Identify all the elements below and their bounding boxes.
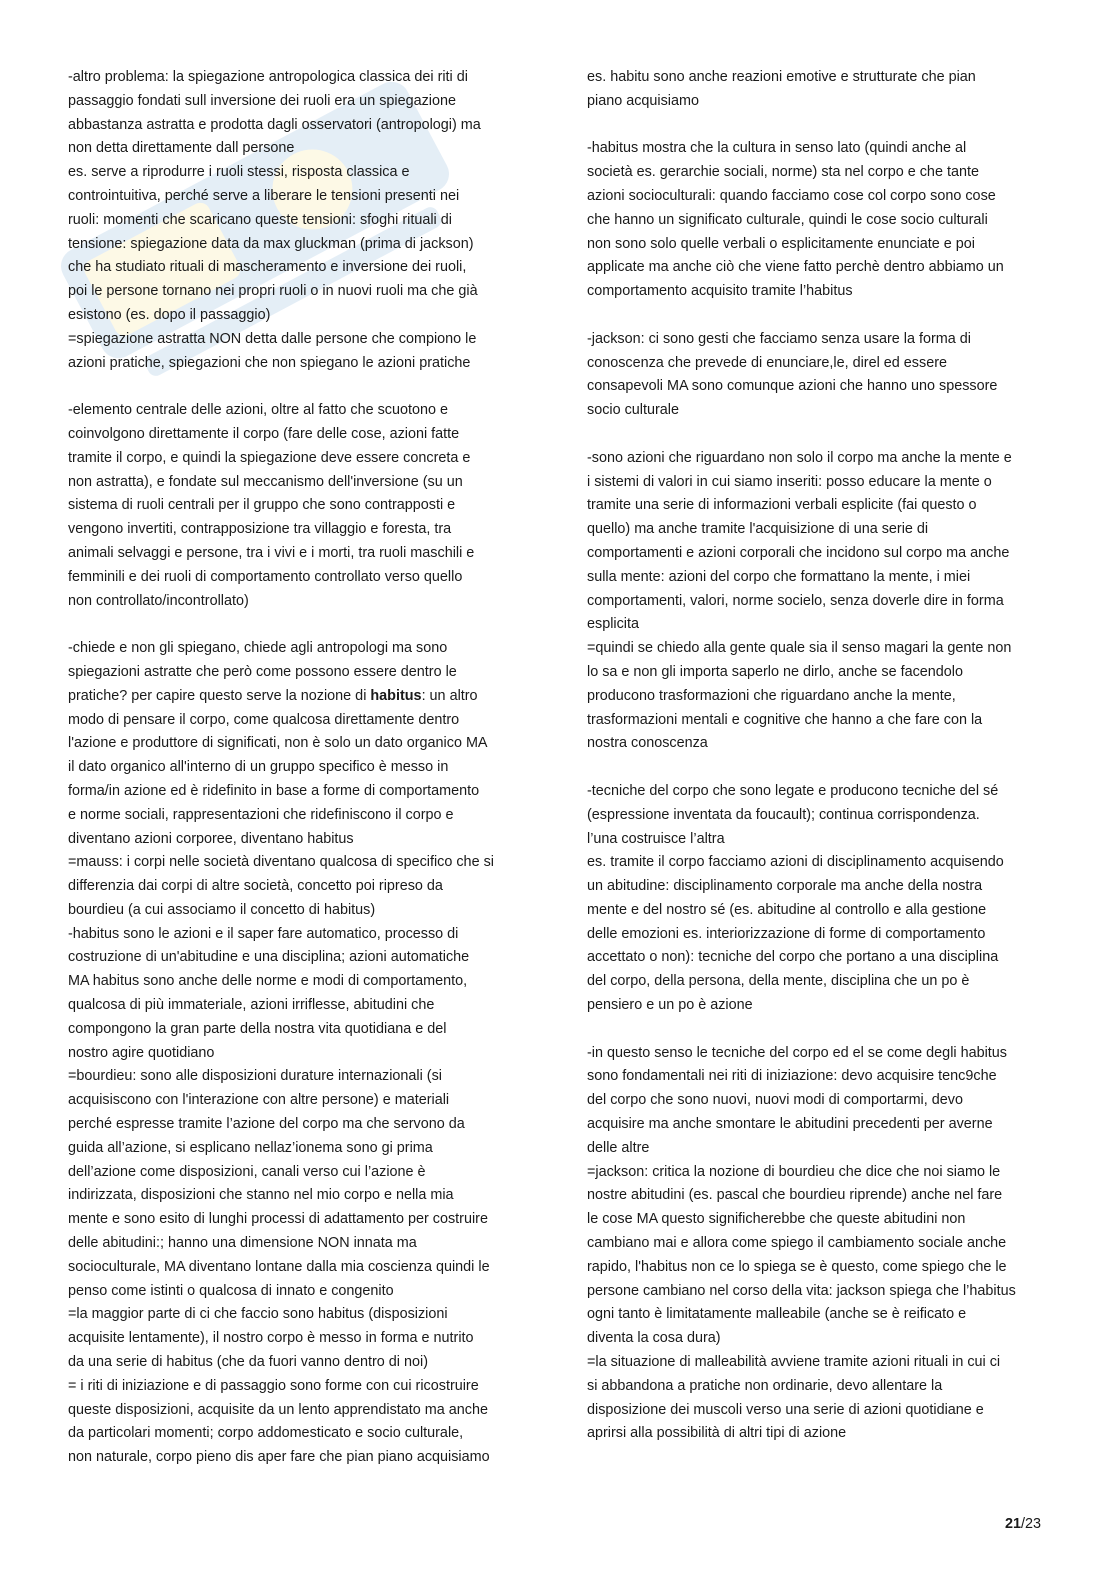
text-line xyxy=(587,1089,1057,1113)
text-line xyxy=(68,1042,536,1066)
line-text: nostro agire quotidiano xyxy=(68,1044,215,1061)
text-line xyxy=(587,851,1057,875)
text-line xyxy=(587,1399,1057,1423)
line-text: ruoli: momenti che scaricano queste tensioni: sfoghi rituali di xyxy=(68,211,452,228)
line-text: -jackson: ci sono gesti che facciamo senza usare la forma di xyxy=(587,330,971,347)
line-text: consapevoli MA sono comunque azioni che hanno uno spessore xyxy=(587,378,998,395)
line-text: bourdieu (a cui associamo il concetto di habitus) xyxy=(68,901,376,918)
line-text: -habitus sono le azioni e il saper fare automatico, processo di xyxy=(68,925,459,942)
text-line xyxy=(68,423,536,447)
line-text: diventa la cosa dura) xyxy=(587,1330,721,1347)
line-text: costruzione di un'abitudine e una disciplina; azioni automatiche xyxy=(68,949,470,966)
text-line xyxy=(68,1232,536,1256)
text-line xyxy=(587,90,1057,114)
text-line xyxy=(68,970,536,994)
text-line xyxy=(587,233,1057,257)
line-text: delle abitudini:; hanno una dimensione NON innata ma xyxy=(68,1235,417,1252)
line-text: -tecniche del corpo che sono legate e producono tecniche del sé xyxy=(587,782,999,799)
text-line xyxy=(587,209,1057,233)
text-line xyxy=(68,233,536,257)
line-text: compongono la gran parte della nostra vita quotidiana e del xyxy=(68,1020,447,1037)
line-text: esistono (es. dopo il passaggio) xyxy=(68,306,271,323)
text-line xyxy=(68,494,536,518)
line-text: sono fondamentali nei riti di iniziazione: devo acquisire tenc9che xyxy=(587,1068,997,1085)
line-text: -altro problema: la spiegazione antropologica classica dei riti di xyxy=(68,69,468,85)
text-line xyxy=(587,494,1057,518)
text-line xyxy=(587,923,1057,947)
line-text: es. serve a riprodurre i ruoli stessi, risposta classica e xyxy=(68,164,410,181)
text-line xyxy=(587,1280,1057,1304)
text-line xyxy=(68,1375,536,1399)
text-line xyxy=(587,1137,1057,1161)
line-text: abbastanza astratta e prodotta dagli osservatori (antropologi) ma xyxy=(68,116,481,133)
line-text: mente e sono esito di lunghi processi di adattamento per costruire xyxy=(68,1211,488,1228)
text-line xyxy=(68,399,536,423)
line-text: qualcosa di più immateriale, azioni irriflesse, abitudini che xyxy=(68,997,435,1014)
line-text: esplicita xyxy=(587,616,639,633)
text-line xyxy=(68,209,536,233)
line-text: da una serie di habitus (che da fuori vanno dentro di noi) xyxy=(68,1354,428,1371)
line-text: non controllato/incontrollato) xyxy=(68,592,249,609)
line-text: quello) ma anche tramite l'acquisizione di una serie di xyxy=(587,521,929,538)
line-text: =quindi se chiedo alla gente quale sia il senso magari la gente non xyxy=(587,640,1012,657)
text-line xyxy=(587,613,1057,637)
page-separator: / xyxy=(1020,1516,1025,1532)
line-text: disposizione dei muscoli verso una serie di azioni quotidiane e xyxy=(587,1401,984,1418)
text-line xyxy=(587,875,1057,899)
line-text: società es. gerarchie sociali, norme) sta nel corpo e che tante xyxy=(587,164,979,181)
text-line xyxy=(68,518,536,542)
text-line xyxy=(68,899,536,923)
line-text: pratiche? per capire questo serve la nozione di xyxy=(68,687,371,704)
text-line xyxy=(68,304,536,328)
line-text: animali selvaggi e persone, tra i vivi e i morti, tra ruoli maschili e xyxy=(68,544,475,561)
text-line xyxy=(68,756,536,780)
text-line xyxy=(68,542,536,566)
line-text: accettato o non): tecniche del corpo che portano a una disciplina xyxy=(587,949,999,966)
text-line xyxy=(587,471,1057,495)
text-line xyxy=(68,566,536,590)
line-text: piano acquisiamo xyxy=(587,92,699,109)
line-text: = i riti di iniziazione e di passaggio sono forme con cui ricostruire xyxy=(68,1377,479,1394)
text-line xyxy=(68,1446,536,1470)
text-line xyxy=(587,566,1057,590)
line-text: lo sa e non gli importa saperlo ne dirlo, anche se facendolo xyxy=(587,663,963,680)
text-line xyxy=(68,1399,536,1423)
text-line xyxy=(68,328,536,352)
text-line xyxy=(68,471,536,495)
line-text: coinvolgono direttamente il corpo (fare delle cose, azioni fatte xyxy=(68,425,460,442)
text-line xyxy=(68,137,536,161)
text-line xyxy=(68,590,536,614)
text-line xyxy=(587,899,1057,923)
line-text: (espressione inventata da foucault); continua corrispondenza. xyxy=(587,806,980,823)
line-text: socio culturale xyxy=(587,402,679,419)
line-text: azioni pratiche, spiegazioni che non spiegano le azioni pratiche xyxy=(68,354,471,371)
line-text: controintuitiva, perché serve a liberare le tensioni presenti nei xyxy=(68,187,460,204)
line-text: es. habitu sono anche reazioni emotive e strutturate che pian xyxy=(587,69,976,85)
text-line xyxy=(68,1256,536,1280)
line-text: non astratta), e fondate sul meccanismo dell'inversione (su un xyxy=(68,473,463,490)
text-line xyxy=(587,1065,1057,1089)
line-text: da particolari momenti; corpo addomesticato e socio culturale, xyxy=(68,1425,464,1442)
text-line xyxy=(587,1375,1057,1399)
line-text: dell’azione come disposizioni, canali verso cui l’azione è xyxy=(68,1163,426,1180)
text-line xyxy=(587,256,1057,280)
text-line xyxy=(587,399,1057,423)
text-line xyxy=(68,1208,536,1232)
line-text: azioni socioculturali: quando facciamo cose col corpo sono cose xyxy=(587,187,996,204)
line-text: -in questo senso le tecniche del corpo ed el se come degli habitus xyxy=(587,1044,1007,1061)
line-text-after-bold: : un altro xyxy=(421,687,478,704)
text-line xyxy=(587,709,1057,733)
left-column xyxy=(68,66,536,1494)
text-line xyxy=(68,1161,536,1185)
text-line xyxy=(587,780,1057,804)
line-text: del corpo che sono nuovi, nuovi modi di comportarmi, devo xyxy=(587,1092,963,1109)
paragraph xyxy=(587,780,1057,1018)
text-line xyxy=(68,685,536,709)
text-line xyxy=(68,1422,536,1446)
line-text: persone cambiano nel corso della vita: jackson spiega che l’habitus xyxy=(587,1282,1016,1299)
line-text: tensione: spiegazione data da max gluckman (prima di jackson) xyxy=(68,235,474,252)
line-text: socioculturale, MA diventano lontane dalla mia coscienza quindi le xyxy=(68,1258,490,1275)
line-text: acquisire ma anche smontare le abitudini precedenti per averne xyxy=(587,1116,993,1133)
line-text: tramite una serie di informazioni verbali esplicite (fai questo o xyxy=(587,497,977,514)
text-line xyxy=(68,66,536,90)
text-line xyxy=(587,1351,1057,1375)
line-text: comportamenti e azioni corporali che incidono sul corpo ma anche xyxy=(587,544,1010,561)
text-line xyxy=(68,1327,536,1351)
paragraph xyxy=(587,66,1057,114)
line-text: MA habitus sono anche delle norme e modi di comportamento, xyxy=(68,973,468,990)
text-line xyxy=(587,66,1057,90)
line-text: rapido, l'habitus non ce lo spiega se è questo, come spiego che le xyxy=(587,1258,1007,1275)
text-line xyxy=(587,685,1057,709)
text-line xyxy=(68,161,536,185)
text-line xyxy=(68,732,536,756)
line-text: non sono solo quelle verbali o esplicitamente enunciate e poi xyxy=(587,235,976,252)
line-text: =jackson: critica la nozione di bourdieu che dice che noi siamo le xyxy=(587,1163,1001,1180)
line-text: si abbandona a pratiche non ordinarie, devo allentare la xyxy=(587,1377,943,1394)
line-text: nostra conoscenza xyxy=(587,735,708,752)
paragraph xyxy=(587,447,1057,756)
text-line xyxy=(587,637,1057,661)
line-text: =la maggior parte di ci che faccio sono habitus (disposizioni xyxy=(68,1306,448,1323)
right-column xyxy=(587,66,1057,1470)
line-text: es. tramite il corpo facciamo azioni di disciplinamento acquisendo xyxy=(587,854,1004,871)
line-text: acquisiscono con l'interazione con altre persone) e materiali xyxy=(68,1092,450,1109)
line-text: differenzia dai corpi di altre società, concetto poi ripreso da xyxy=(68,878,443,895)
text-line xyxy=(68,90,536,114)
line-text: delle emozioni es. interiorizzazione di forme di comportamento xyxy=(587,925,986,942)
text-line xyxy=(68,114,536,138)
text-line xyxy=(587,1042,1057,1066)
text-line xyxy=(68,851,536,875)
text-line xyxy=(68,1065,536,1089)
line-text: cambiano mai e allora come spiego il cambiamento sociale anche xyxy=(587,1235,1007,1252)
line-text: tramite il corpo, e quindi la spiegazione deve essere concreta e xyxy=(68,449,471,466)
text-line xyxy=(68,828,536,852)
line-text: sulla mente: azioni del corpo che formattano la mente, i miei xyxy=(587,568,971,585)
line-text: modo di pensare il corpo, come qualcosa direttamente dentro xyxy=(68,711,460,728)
text-line xyxy=(68,447,536,471)
line-text: del corpo, della persona, della mente, disciplina che un po è xyxy=(587,973,970,990)
text-line xyxy=(587,280,1057,304)
text-line xyxy=(587,328,1057,352)
paragraph xyxy=(587,1042,1057,1447)
page-total: 23 xyxy=(1024,1516,1041,1532)
text-line xyxy=(587,185,1057,209)
line-text: conoscenza che prevede di enunciare,le, direl ed essere xyxy=(587,354,947,371)
line-text: sistema di ruoli centrali per il gruppo che sono contrapposti e xyxy=(68,497,456,514)
line-text: penso come istinti o qualcosa di innato e congenito xyxy=(68,1282,394,1299)
line-text: acquisite lentamente), il nostro corpo è messo in forma e nutrito xyxy=(68,1330,474,1347)
text-line xyxy=(587,994,1057,1018)
bold-keyword: habitus xyxy=(370,687,422,704)
text-line xyxy=(68,185,536,209)
page-current: 21 xyxy=(1004,1516,1021,1532)
line-text: e norme sociali, rappresentazioni che ridefiniscono il corpo e xyxy=(68,806,454,823)
line-text: forma/in azione ed è ridefinito in base a forme di comportamento xyxy=(68,782,480,799)
text-line xyxy=(587,518,1057,542)
text-line xyxy=(68,1018,536,1042)
text-line xyxy=(587,161,1057,185)
text-line xyxy=(587,1422,1057,1446)
line-text: producono trasformazioni che riguardano anche la mente, xyxy=(587,687,956,704)
text-line xyxy=(587,447,1057,471)
text-line xyxy=(68,804,536,828)
line-text: delle altre xyxy=(587,1139,650,1156)
text-line xyxy=(587,970,1057,994)
line-text: applicate ma anche ciò che viene fatto perchè dentro abbiamo un xyxy=(587,259,1004,276)
line-text: mente e del nostro sé (es. abitudine al controllo e alla gestione xyxy=(587,901,987,918)
line-text: un abitudine: disciplinamento corporale ma anche della nostra xyxy=(587,878,983,895)
text-line xyxy=(68,946,536,970)
line-text: che hanno un significato culturale, quindi le cose socio culturali xyxy=(587,211,988,228)
line-text: nostre abitudini (es. pascal che bourdieu riprende) anche nel fare xyxy=(587,1187,1003,1204)
paragraph xyxy=(587,137,1057,304)
line-text: aprirsi alla possibilità di altri tipi di azione xyxy=(587,1425,847,1442)
text-line xyxy=(587,375,1057,399)
line-text: queste disposizioni, acquisite da un lento apprendistato ma anche xyxy=(68,1401,489,1418)
line-text: poi le persone tornano nei propri ruoli o in nuovi ruoli ma che già xyxy=(68,283,478,300)
line-text: =mauss: i corpi nelle società diventano qualcosa di specifico che si xyxy=(68,854,494,871)
page-number xyxy=(1005,1516,1041,1532)
line-text: pensiero e un po è azione xyxy=(587,997,753,1014)
line-text: spiegazioni astratte che però come possono essere dentro le xyxy=(68,663,457,680)
text-line xyxy=(68,256,536,280)
line-text: ogni tanto è limitatamente malleabile (anche se è reificato e xyxy=(587,1306,967,1323)
line-text: -habitus mostra che la cultura in senso lato (quindi anche al xyxy=(587,140,967,157)
line-text: diventano azioni corporee, diventano habitus xyxy=(68,830,354,847)
line-text: trasformazioni mentali e cognitive che hanno a che fare con la xyxy=(587,711,983,728)
line-text: vengono invertiti, contrapposizione tra villaggio e foresta, tra xyxy=(68,521,452,538)
line-text: le cose MA questo significherebbe che queste abitudini non xyxy=(587,1211,966,1228)
text-line xyxy=(587,946,1057,970)
text-line xyxy=(587,661,1057,685)
line-text: comportamenti, valori, norme socielo, senza doverle dire in forma xyxy=(587,592,1004,609)
paragraph xyxy=(68,66,536,375)
text-line xyxy=(68,352,536,376)
text-line xyxy=(68,1184,536,1208)
line-text: non naturale, corpo pieno dis aper fare che pian piano acquisiamo xyxy=(68,1449,490,1466)
text-line xyxy=(587,1232,1057,1256)
text-line xyxy=(587,1256,1057,1280)
text-line xyxy=(68,1280,536,1304)
line-text: =spiegazione astratta NON detta dalle persone che compiono le xyxy=(68,330,477,347)
line-text: i sistemi di valori in cui siamo inseriti: posso educare la mente o xyxy=(587,473,992,490)
text-line xyxy=(587,590,1057,614)
text-line xyxy=(68,709,536,733)
line-text: guida all’azione, si esplicano nellaz’ionema sono gi prima xyxy=(68,1139,433,1156)
line-text: indirizzata, disposizioni che stanno nel mio corpo e nella mia xyxy=(68,1187,454,1204)
line-text: perché espresse tramite l’azione del corpo ma che servono da xyxy=(68,1116,465,1133)
text-line xyxy=(587,542,1057,566)
text-line xyxy=(68,280,536,304)
text-line xyxy=(587,352,1057,376)
text-line xyxy=(587,1208,1057,1232)
text-line xyxy=(587,1161,1057,1185)
line-text: l’una costruisce l’altra xyxy=(587,830,725,847)
text-line xyxy=(68,875,536,899)
text-line xyxy=(68,1351,536,1375)
line-text: -sono azioni che riguardano non solo il corpo ma anche la mente e xyxy=(587,449,1012,466)
text-line xyxy=(68,1303,536,1327)
paragraph xyxy=(68,399,536,613)
text-line xyxy=(587,1113,1057,1137)
line-text: comportamento acquisito tramite l’habitus xyxy=(587,283,853,300)
text-line xyxy=(587,1327,1057,1351)
text-line xyxy=(587,828,1057,852)
text-line xyxy=(68,923,536,947)
line-text: il dato organico all'interno di un gruppo specifico è messo in xyxy=(68,759,449,776)
text-line xyxy=(587,804,1057,828)
line-text: non detta direttamente dall persone xyxy=(68,140,295,157)
text-line xyxy=(68,661,536,685)
line-text: l'azione e produttore di significati, non è solo un dato organico MA xyxy=(68,735,488,752)
paragraph xyxy=(68,637,536,1470)
text-line xyxy=(68,1113,536,1137)
line-text: passaggio fondati sull inversione dei ruoli era un spiegazione xyxy=(68,92,456,109)
line-text: -chiede e non gli spiegano, chiede agli antropologi ma sono xyxy=(68,640,448,657)
line-text: =la situazione di malleabilità avviene tramite azioni rituali in cui ci xyxy=(587,1354,1001,1371)
line-text: -elemento centrale delle azioni, oltre al fatto che scuotono e xyxy=(68,402,448,419)
paragraph xyxy=(587,328,1057,423)
text-line xyxy=(68,994,536,1018)
line-text: femminili e dei ruoli di comportamento controllato verso quello xyxy=(68,568,463,585)
line-text: =bourdieu: sono alle disposizioni durature internazionali (si xyxy=(68,1068,442,1085)
text-line xyxy=(587,732,1057,756)
text-line xyxy=(68,637,536,661)
text-line xyxy=(587,137,1057,161)
text-line xyxy=(68,780,536,804)
text-line xyxy=(587,1303,1057,1327)
line-text: che ha studiato rituali di mascheramento e inversione dei ruoli, xyxy=(68,259,467,276)
text-line xyxy=(587,1184,1057,1208)
text-line xyxy=(68,1089,536,1113)
text-line xyxy=(68,1137,536,1161)
